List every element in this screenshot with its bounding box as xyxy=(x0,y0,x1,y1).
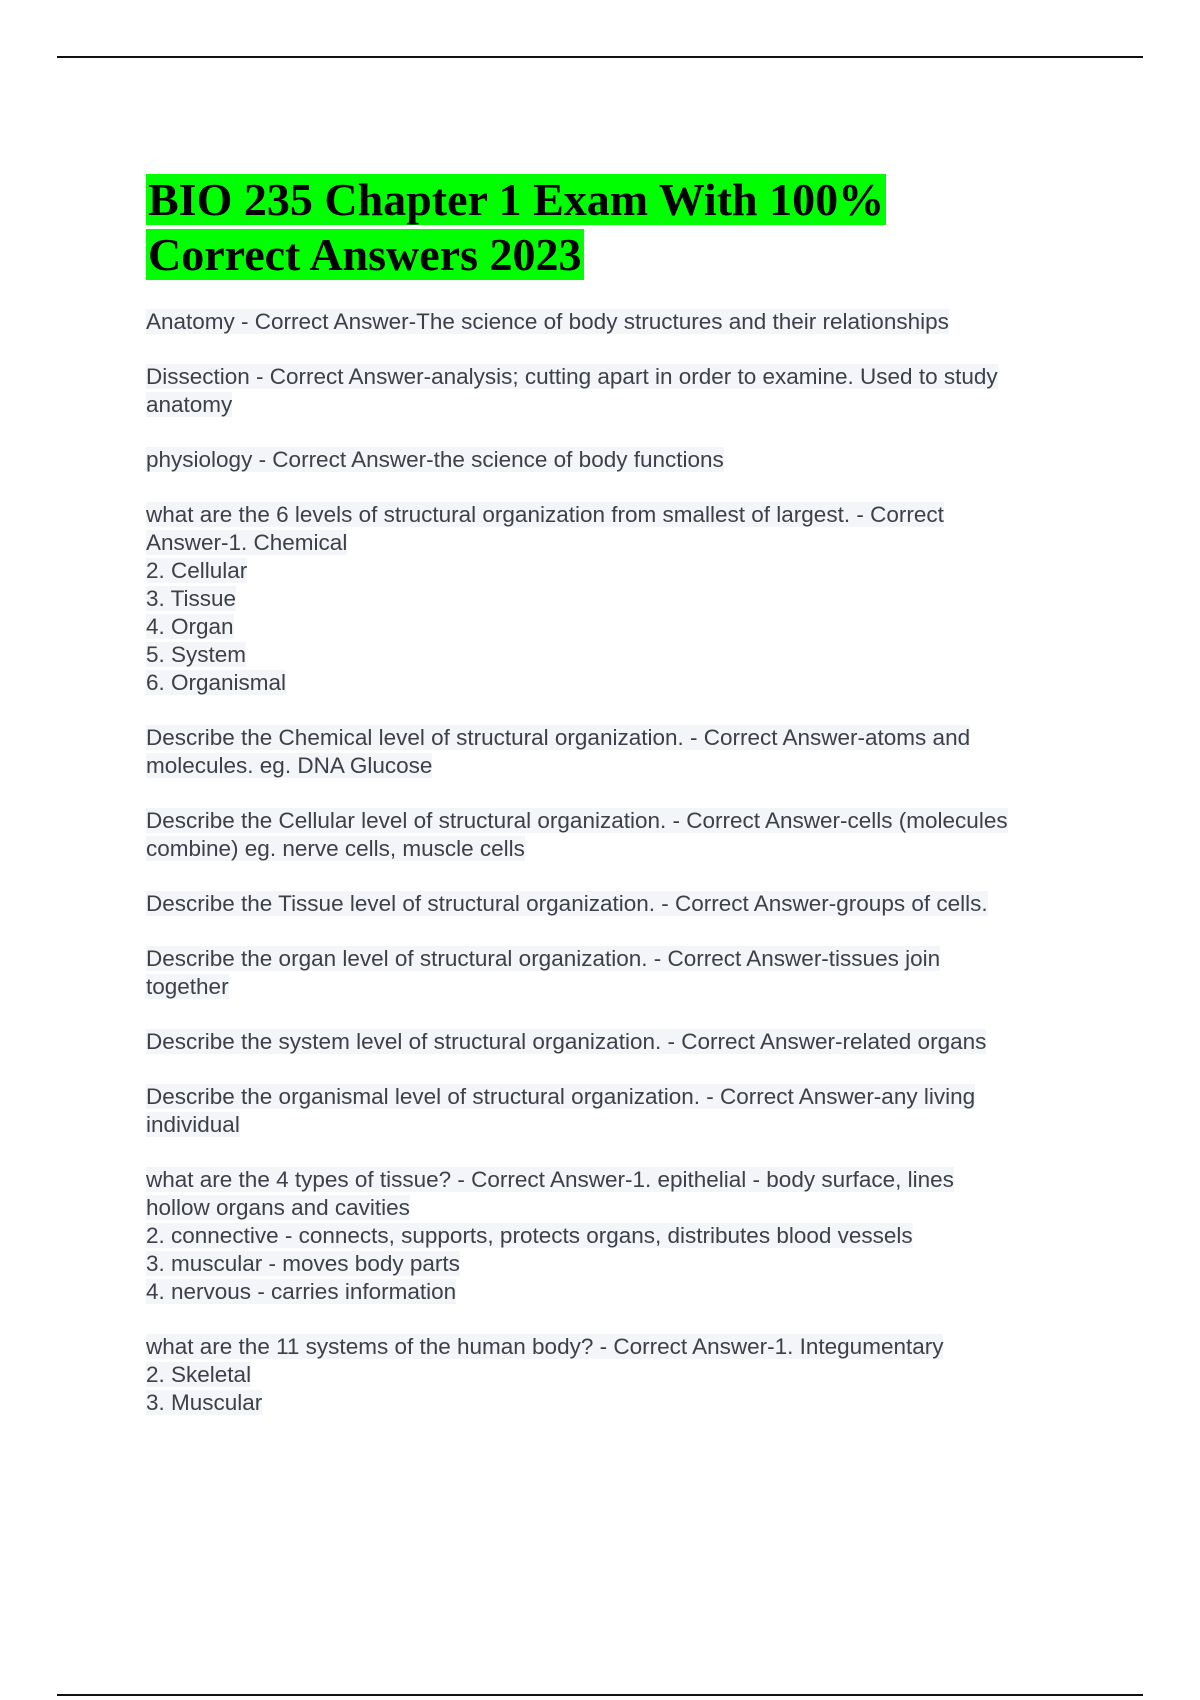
qa-line: Describe the Chemical level of structural organization. - Correct Answer-atoms and xyxy=(146,725,971,750)
qa-line: Describe the organ level of structural organization. - Correct Answer-tissues join xyxy=(146,946,941,971)
qa-line: 2. Cellular xyxy=(146,558,248,583)
qa-entry xyxy=(146,1083,1086,1139)
qa-entry xyxy=(146,501,1086,697)
qa-line: what are the 6 levels of structural organization from smallest of largest. - Correct xyxy=(146,502,944,527)
qa-line: 5. System xyxy=(146,642,247,667)
qa-line: 2. Skeletal xyxy=(146,1362,252,1387)
qa-line: anatomy xyxy=(146,392,233,417)
qa-line: Anatomy - Correct Answer-The science of body structures and their relationships xyxy=(146,309,949,334)
document-title xyxy=(146,172,1086,282)
qa-line: 4. nervous - carries information xyxy=(146,1279,457,1304)
qa-line: molecules. eg. DNA Glucose xyxy=(146,753,433,778)
qa-line: what are the 11 systems of the human body? - Correct Answer-1. Integumentary xyxy=(146,1334,944,1359)
title-line: BIO 235 Chapter 1 Exam With 100% xyxy=(148,174,885,225)
qa-line: combine) eg. nerve cells, muscle cells xyxy=(146,836,525,861)
title-highlight xyxy=(146,174,886,280)
qa-line: Answer-1. Chemical xyxy=(146,530,348,555)
qa-entry xyxy=(146,446,1086,474)
bottom-rule xyxy=(57,1694,1143,1696)
qa-entry xyxy=(146,1028,1086,1056)
qa-line: what are the 4 types of tissue? - Correct Answer-1. epithelial - body surface, lines xyxy=(146,1167,954,1192)
qa-entry xyxy=(146,308,1086,336)
qa-entry xyxy=(146,945,1086,1001)
qa-line: physiology - Correct Answer-the science of body functions xyxy=(146,447,724,472)
qa-line: 6. Organismal xyxy=(146,670,287,695)
qa-line: 4. Organ xyxy=(146,614,234,639)
qa-line: individual xyxy=(146,1112,240,1137)
qa-line: 2. connective - connects, supports, protects organs, distributes blood vessels xyxy=(146,1223,913,1248)
qa-line: together xyxy=(146,974,229,999)
top-rule xyxy=(57,56,1143,58)
qa-line: Describe the system level of structural organization. - Correct Answer-related organs xyxy=(146,1029,987,1054)
qa-line: hollow organs and cavities xyxy=(146,1195,410,1220)
qa-entry xyxy=(146,1166,1086,1306)
qa-line: Describe the Cellular level of structural organization. - Correct Answer-cells (molecules xyxy=(146,808,1008,833)
qa-line: Describe the Tissue level of structural organization. - Correct Answer-groups of cells. xyxy=(146,891,988,916)
qa-entry xyxy=(146,724,1086,780)
qa-line: Dissection - Correct Answer-analysis; cutting apart in order to examine. Used to study xyxy=(146,364,998,389)
qa-line: 3. muscular - moves body parts xyxy=(146,1251,460,1276)
qa-entry xyxy=(146,890,1086,918)
document-body xyxy=(146,172,1086,1444)
qa-line: 3. Tissue xyxy=(146,586,237,611)
qa-line: Describe the organismal level of structural organization. - Correct Answer-any living xyxy=(146,1084,976,1109)
title-line: Correct Answers 2023 xyxy=(148,229,582,280)
qa-line: 3. Muscular xyxy=(146,1390,263,1415)
qa-entry xyxy=(146,1333,1086,1417)
qa-entry xyxy=(146,807,1086,863)
qa-entry xyxy=(146,363,1086,419)
